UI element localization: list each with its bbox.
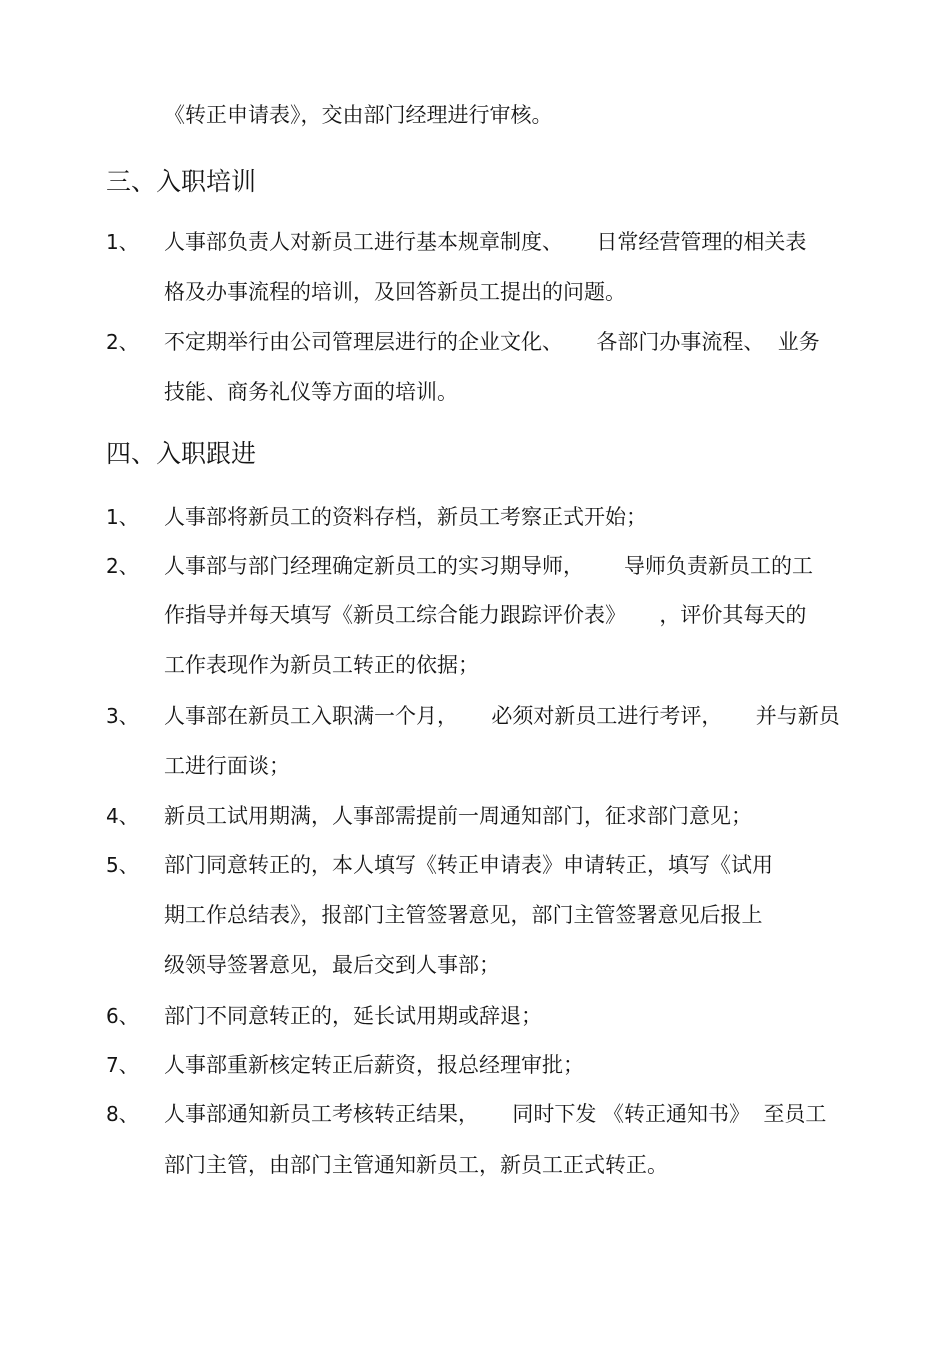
item-text-line: 人事部负责人对新员工进行基本规章制度、 日常经营管理的相关表 (164, 230, 807, 254)
section-heading-training: 三、入职培训 (106, 167, 257, 196)
item-text-line: 人事部与部门经理确定新员工的实习期导师， 导师负责新员工的工 (164, 554, 814, 578)
item-text-line: 人事部重新核定转正后薪资，报总经理审批； (164, 1053, 584, 1077)
item-number: 7、 (106, 1053, 139, 1077)
section-heading-followup: 四、入职跟进 (106, 439, 257, 468)
item-text-line: 工作表现作为新员工转正的依据； (164, 653, 479, 677)
continuation-text: 《转正申请表》，交由部门经理进行审核。 (164, 103, 553, 127)
item-text-line: 人事部在新员工入职满一个月， 必须对新员工进行考评， 并与新员 (164, 704, 840, 728)
item-text-line: 格及办事流程的培训，及回答新员工提出的问题。 (164, 280, 626, 304)
item-number: 1、 (106, 230, 139, 254)
item-number: 5、 (106, 853, 139, 877)
item-number: 8、 (106, 1102, 139, 1126)
item-text-line: 不定期举行由公司管理层进行的企业文化、 各部门办事流程、 业务 (164, 330, 820, 354)
item-text-line: 工进行面谈； (164, 754, 290, 778)
item-number: 1、 (106, 505, 139, 529)
item-number: 3、 (106, 704, 139, 728)
item-text-line: 新员工试用期满，人事部需提前一周通知部门，征求部门意见； (164, 804, 752, 828)
item-text-line: 技能、商务礼仪等方面的培训。 (164, 380, 458, 404)
item-text-line: 作指导并每天填写《新员工综合能力跟踪评价表》 ，评价其每天的 (164, 603, 807, 627)
item-text-line: 期工作总结表》，报部门主管签署意见，部门主管签署意见后报上 (164, 903, 763, 927)
item-text-line: 人事部将新员工的资料存档，新员工考察正式开始； (164, 505, 647, 529)
item-number: 2、 (106, 554, 139, 578)
item-text-line: 部门不同意转正的，延长试用期或辞退； (164, 1004, 542, 1028)
item-text-line: 级领导签署意见，最后交到人事部； (164, 953, 500, 977)
item-number: 6、 (106, 1004, 139, 1028)
item-number: 4、 (106, 804, 139, 828)
item-text-line: 部门主管，由部门主管通知新员工，新员工正式转正。 (164, 1153, 668, 1177)
item-text-line: 部门同意转正的，本人填写《转正申请表》申请转正，填写《试用 (164, 853, 773, 877)
item-text-line: 人事部通知新员工考核转正结果， 同时下发 《转正通知书》 至员工 (164, 1102, 827, 1126)
item-number: 2、 (106, 330, 139, 354)
